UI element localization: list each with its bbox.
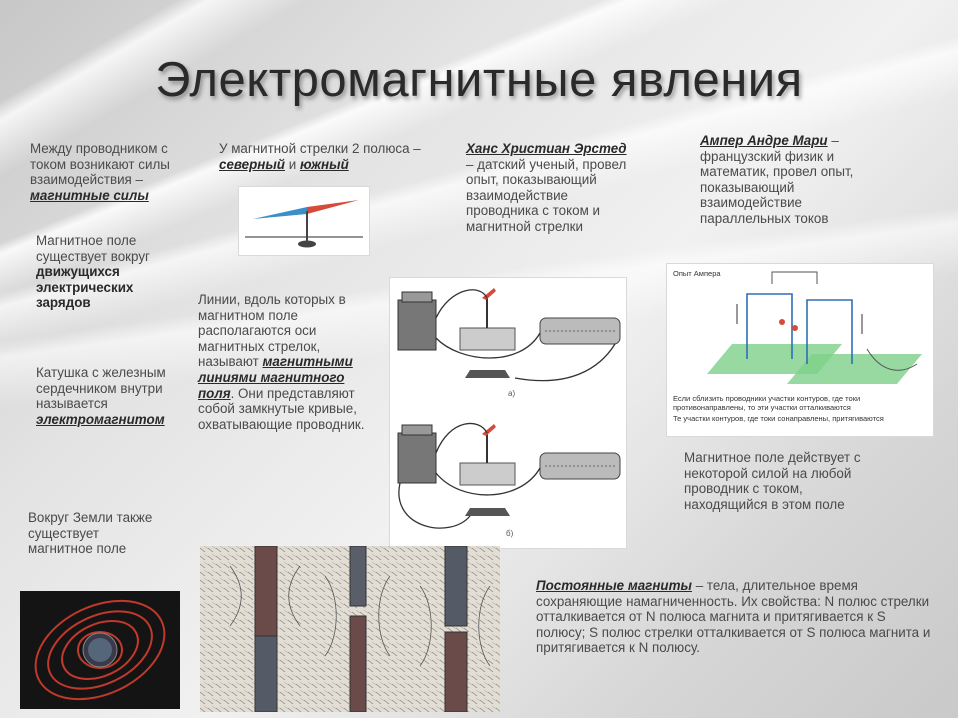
earth-magnetic-field-image <box>20 591 180 709</box>
block1-text: Между проводником с током возникают силы взаимодействия – <box>30 141 170 188</box>
ampere-caption-1: Если сблизить проводники участки контуров, где токи противонаправлены, то эти участки отталкиваются <box>673 394 861 412</box>
iron-filings-image <box>200 546 500 712</box>
text-field-around-charges <box>36 233 186 311</box>
oersted-experiment-image <box>389 277 627 549</box>
text-oersted <box>466 141 634 235</box>
oersted-name: Ханс Христиан Эрстед <box>466 141 627 156</box>
ampere-caption-2: Те участки контуров, где токи сонаправлены, притягиваются <box>673 414 884 423</box>
block6-text-after: . Они представляют собой замкнутые кривые, охватывающие проводник. <box>198 385 365 432</box>
ampere-fig-label: Опыт Ампера <box>673 269 721 278</box>
text-permanent-magnets <box>536 578 936 656</box>
block10-highlight: Постоянные магниты <box>536 578 692 593</box>
oersted-text: – датский ученый, провел опыт, показывающий взаимодействие проводника с током и магнитной стрелки <box>466 156 627 234</box>
block7-text: Катушка с железным сердечником внутри называется <box>36 365 166 412</box>
text-field-acts-on-conductor <box>684 450 864 512</box>
label-b: б) <box>506 529 514 538</box>
block6-text-before: Линии, вдоль которых в магнитном поле располагаются оси магнитных стрелок, называют <box>198 292 346 370</box>
block2-and: и <box>288 156 297 172</box>
north-pole-label: северный <box>219 156 285 172</box>
text-magnetic-lines <box>198 292 384 432</box>
block6-highlight: магнитными линиями магнитного поля <box>198 354 353 401</box>
block2-text: У магнитной стрелки 2 полюса – <box>219 141 421 156</box>
label-a: а) <box>508 389 516 398</box>
text-magnetic-forces <box>30 141 202 203</box>
block8-text: Вокруг Земли также существует магнитное поле <box>28 510 153 557</box>
block1-highlight: магнитные силы <box>30 187 149 203</box>
text-ampere <box>700 133 885 227</box>
text-magnet-poles <box>219 141 449 172</box>
text-earth-field <box>28 510 158 557</box>
magnetic-needle-image <box>238 186 370 256</box>
block7-highlight: электромагнитом <box>36 411 165 427</box>
block10-text: – тела, длительное время сохраняющие намагниченность. Их свойства: N полюс стрелки отталкивается от N полюса магнита и притягивается к S полюсу; S полюс стрелки отталкивается от S полюса магнита и притягивается к N полюсу. <box>536 578 931 656</box>
block9-text: Магнитное поле действует с некоторой силой на любой проводник с током, находящийся в этом поле <box>684 450 861 512</box>
south-pole-label: южный <box>299 156 349 172</box>
ampere-text: – французский физик и математик, провел опыт, показывающий взаимодействие параллельных токов <box>700 133 854 226</box>
page-title: Электромагнитные явления <box>155 53 803 107</box>
ampere-experiment-image <box>666 263 934 437</box>
ampere-name: Ампер Андре Мари <box>700 133 828 148</box>
text-electromagnet <box>36 365 166 427</box>
block5-text: Магнитное поле существует вокруг <box>36 233 150 264</box>
block5-bold: движущихся электрических зарядов <box>36 264 134 311</box>
